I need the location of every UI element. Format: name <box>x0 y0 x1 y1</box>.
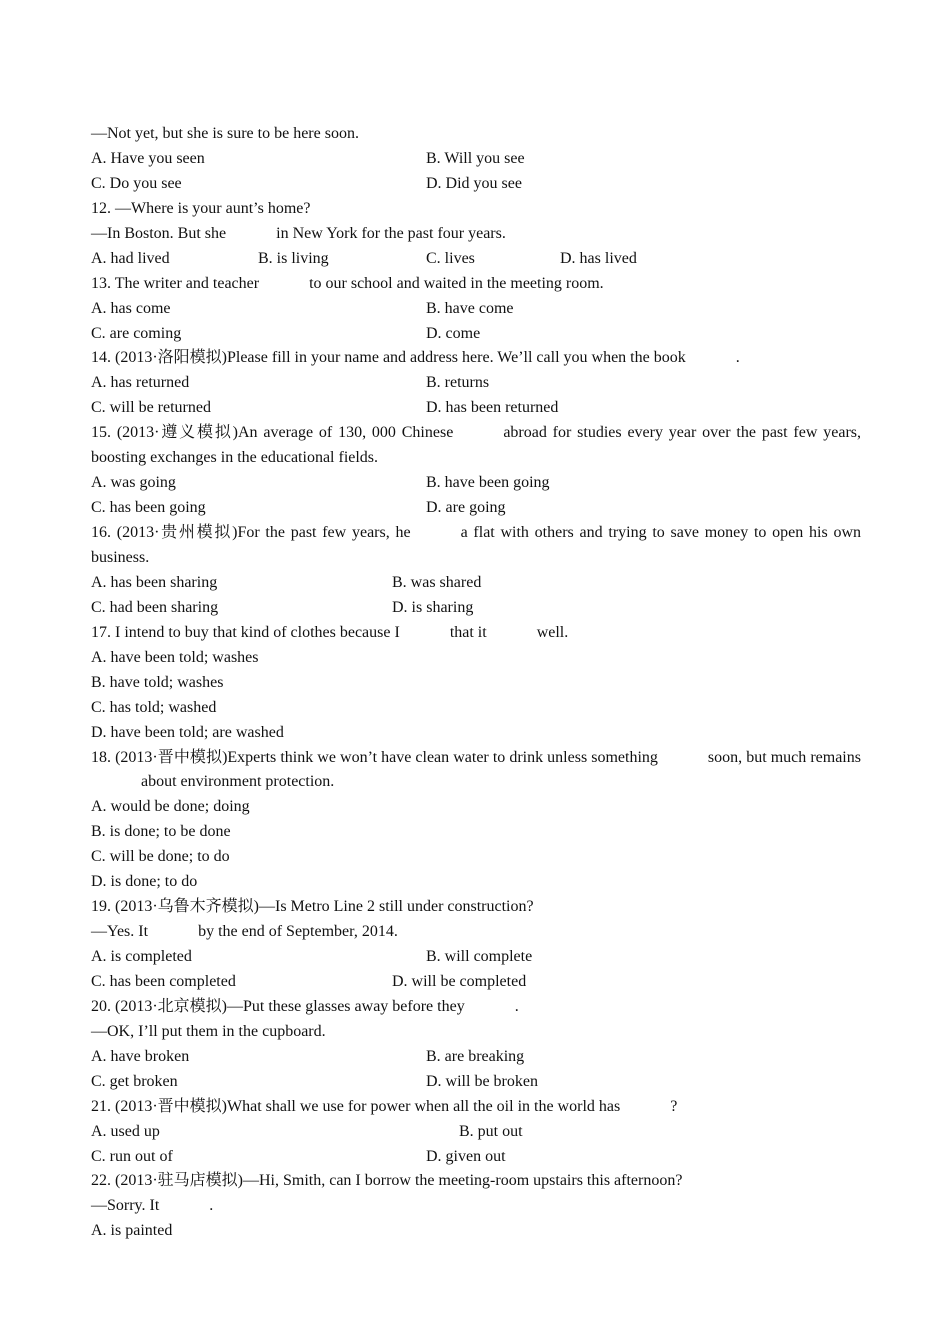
options-row <box>91 247 861 272</box>
answer-option: C. are coming <box>91 324 182 342</box>
line-text: —OK, I’ll put them in the cupboard. <box>91 1022 326 1040</box>
text-line <box>91 197 861 222</box>
stem-text: . <box>514 997 519 1015</box>
answer-option: A. is completed <box>91 948 192 966</box>
answer-option: B. Will you see <box>426 149 525 167</box>
text-line <box>91 820 861 845</box>
answer-option: B. is living <box>258 249 329 267</box>
stem-text: ? <box>670 1097 678 1115</box>
stem-text: 20. (2013·北京模拟)—Put these glasses away before they <box>91 997 465 1015</box>
line-text: A. is painted <box>91 1222 173 1240</box>
line-text: C. will be done; to do <box>91 848 230 866</box>
question-stem <box>91 1194 861 1219</box>
answer-option: D. Did you see <box>426 174 522 192</box>
stem-text: well. <box>536 623 569 641</box>
text-line <box>91 122 861 147</box>
answer-option: D. come <box>426 324 481 342</box>
line-text: A. would be done; doing <box>91 798 250 816</box>
options-row <box>91 371 861 396</box>
text-line <box>91 646 861 671</box>
text-line <box>91 1020 861 1045</box>
answer-option: C. has been going <box>91 499 206 517</box>
answer-option: C. will be returned <box>91 399 211 417</box>
options-row <box>91 471 861 496</box>
answer-option: D. are going <box>426 499 506 517</box>
answer-option: D. will be broken <box>426 1072 538 1090</box>
stem-text: by the end of September, 2014. <box>198 923 398 941</box>
options-row <box>91 571 861 596</box>
options-row <box>91 322 861 347</box>
answer-option: C. lives <box>426 249 475 267</box>
options-row <box>91 1145 861 1170</box>
answer-option: A. have broken <box>91 1047 190 1065</box>
answer-option: C. get broken <box>91 1072 178 1090</box>
stem-text: 21. (2013·晋中模拟)What shall we use for power when all the oil in the world has <box>91 1097 621 1115</box>
answer-option: A. has been sharing <box>91 573 218 591</box>
text-line <box>91 795 861 820</box>
stem-text: 13. The writer and teacher <box>91 274 260 292</box>
answer-option: B. are breaking <box>426 1047 525 1065</box>
line-text: B. is done; to be done <box>91 823 231 841</box>
answer-option: A. used up <box>91 1122 160 1140</box>
question-stem <box>91 421 861 471</box>
text-line <box>91 870 861 895</box>
question-stem <box>91 621 861 646</box>
answer-option: A. has come <box>91 299 171 317</box>
options-row <box>91 147 861 172</box>
options-row <box>91 396 861 421</box>
answer-option: D. is sharing <box>392 598 474 616</box>
question-stem <box>91 272 861 297</box>
stem-text: —In Boston. But she <box>91 224 227 242</box>
line-text: 12. —Where is your aunt’s home? <box>91 199 311 217</box>
stem-text: that it <box>449 623 487 641</box>
stem-text: —Sorry. It <box>91 1197 160 1215</box>
options-row <box>91 297 861 322</box>
answer-option: C. has been completed <box>91 972 236 990</box>
stem-text: . <box>209 1197 214 1215</box>
answer-option: A. has returned <box>91 374 190 392</box>
options-row <box>91 1120 861 1145</box>
answer-option: D. given out <box>426 1147 506 1165</box>
question-stem <box>91 1095 861 1120</box>
line-text: D. have been told; are washed <box>91 723 284 741</box>
line-text: A. have been told; washes <box>91 648 259 666</box>
question-stem <box>91 346 861 371</box>
options-row <box>91 1045 861 1070</box>
line-text: 19. (2013·乌鲁木齐模拟)—Is Metro Line 2 still under construction? <box>91 898 534 916</box>
stem-text: —Yes. It <box>91 923 149 941</box>
stem-text: about environment protection. <box>141 773 335 791</box>
text-line <box>91 895 861 920</box>
stem-text: soon, but much remains <box>707 748 861 766</box>
answer-option: A. Have you seen <box>91 149 205 167</box>
stem-text: to our school and waited in the meeting room. <box>309 274 604 292</box>
answer-option: B. have been going <box>426 474 550 492</box>
question-stem <box>91 920 861 945</box>
options-row <box>91 970 861 995</box>
worksheet-page <box>91 122 861 1244</box>
line-text: C. has told; washed <box>91 698 217 716</box>
text-line <box>91 1169 861 1194</box>
answer-option: B. returns <box>426 374 490 392</box>
answer-option: D. has been returned <box>426 399 559 417</box>
question-stem <box>91 521 861 571</box>
stem-text: 17. I intend to buy that kind of clothes because I <box>91 623 400 641</box>
stem-text: abroad for studies every year over the past few years, boosting exchanges in the educational fields. <box>91 424 861 467</box>
stem-text: 14. (2013·洛阳模拟)Please fill in your name and address here. We’ll call you when the book <box>91 349 686 367</box>
text-line <box>91 845 861 870</box>
question-stem <box>91 746 861 796</box>
line-text: 22. (2013·驻马店模拟)—Hi, Smith, can I borrow the meeting-room upstairs this afternoon? <box>91 1172 683 1190</box>
text-line <box>91 721 861 746</box>
options-row <box>91 1070 861 1095</box>
answer-option: B. will complete <box>426 948 533 966</box>
stem-text: 18. (2013·晋中模拟)Experts think we won’t have clean water to drink unless something <box>91 748 658 766</box>
answer-option: C. had been sharing <box>91 598 219 616</box>
answer-option: D. will be completed <box>392 972 527 990</box>
answer-option: C. run out of <box>91 1147 173 1165</box>
text-line <box>91 696 861 721</box>
answer-option: B. put out <box>459 1122 523 1140</box>
options-row <box>91 172 861 197</box>
line-text: D. is done; to do <box>91 873 198 891</box>
question-stem <box>91 222 861 247</box>
options-row <box>91 496 861 521</box>
answer-option: C. Do you see <box>91 174 182 192</box>
answer-option: A. was going <box>91 474 176 492</box>
stem-text: 15. (2013·遵义模拟)An average of 130, 000 Chinese <box>91 424 454 442</box>
answer-option: D. has lived <box>560 249 637 267</box>
stem-text: 16. (2013·贵州模拟)For the past few years, he <box>91 524 411 542</box>
answer-option: B. was shared <box>392 573 482 591</box>
text-line <box>91 1219 861 1244</box>
line-text: —Not yet, but she is sure to be here soon. <box>91 125 359 142</box>
options-row <box>91 596 861 621</box>
stem-text: . <box>735 349 740 367</box>
options-row <box>91 945 861 970</box>
answer-option: A. had lived <box>91 249 170 267</box>
stem-text: a flat with others and trying to save money to open his own business. <box>91 524 861 566</box>
question-stem <box>91 995 861 1020</box>
stem-text: in New York for the past four years. <box>276 224 506 242</box>
answer-option: B. have come <box>426 299 514 317</box>
text-line <box>91 671 861 696</box>
line-text: B. have told; washes <box>91 673 224 691</box>
